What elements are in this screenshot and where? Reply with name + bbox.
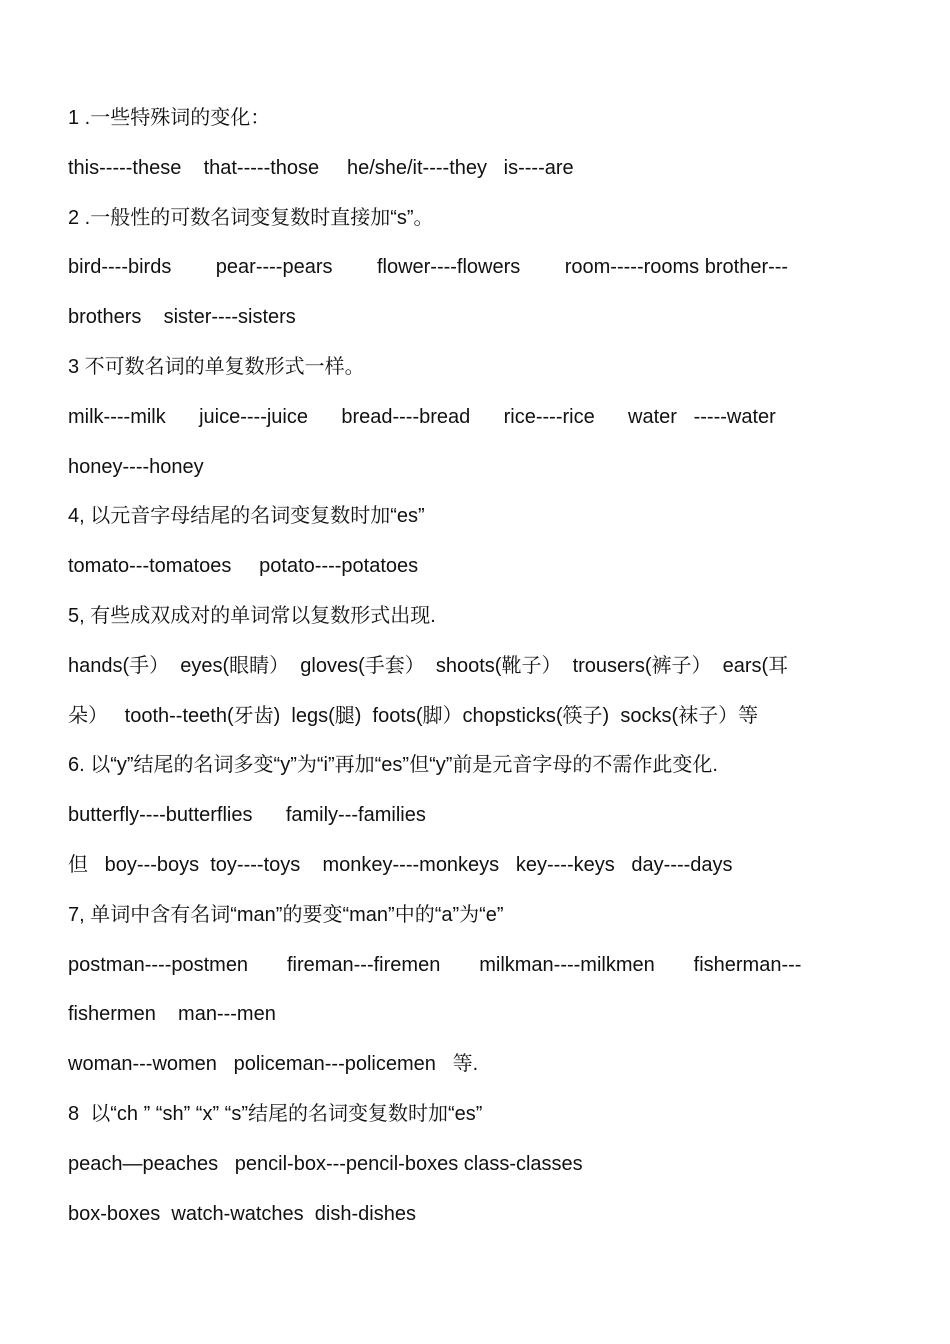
rule-3-examples-line-2: honey----honey [68, 455, 204, 478]
rule-8-examples-line-1: peach—peaches pencil-box---pencil-boxes class-classes [68, 1152, 583, 1175]
rule-4-examples: tomato---tomatoes potato----potatoes [68, 555, 419, 578]
rule-4-heading: 4, 以元音字母结尾的名词变复数时加“es” [68, 505, 425, 528]
rule-2-examples-line-1: bird----birds pear----pears flower----flowers room-----rooms brother--- [68, 256, 789, 279]
rule-5-heading: 5, 有些成双成对的单词常以复数形式出现. [68, 604, 436, 627]
rule-1-examples: this-----these that-----those he/she/it----they is----are [68, 156, 574, 179]
rule-8-examples-line-2: box-boxes watch-watches dish-dishes [68, 1202, 416, 1225]
rule-6-examples-line-2: 但 boy---boys toy----toys monkey----monkeys key----keys day----days [68, 853, 733, 876]
rule-6-examples-line-1: butterfly----butterflies family---families [68, 804, 426, 827]
rule-3-examples-line-1: milk----milk juice----juice bread----bread rice----rice water -----water [68, 405, 776, 428]
rule-7-examples-line-2: fishermen man---men [68, 1003, 276, 1026]
rule-7-examples-line-3: woman---women policeman---policemen 等. [68, 1053, 479, 1076]
rule-7-heading: 7, 单词中含有名词“man”的要变“man”中的“a”为“e” [68, 903, 504, 926]
rule-6-heading: 6. 以“y”结尾的名词多变“y”为“i”再加“es”但“y”前是元音字母的不需作此变化. [68, 754, 718, 777]
rule-2-heading: 2 .一般性的可数名词变复数时直接加“s”。 [68, 206, 434, 229]
rule-5-examples-line-2: 朵） tooth--teeth(牙齿) legs(腿) foots(脚）chopsticks(筷子) socks(袜子）等 [68, 704, 759, 727]
rule-8-heading: 8 以“ch ” “sh” “x” “s”结尾的名词变复数时加“es” [68, 1102, 483, 1125]
document-body [68, 94, 898, 1239]
rule-2-examples-line-2: brothers sister----sisters [68, 306, 296, 329]
rule-5-examples-line-1: hands(手） eyes(眼睛） gloves(手套） shoots(靴子） trousers(裤子） ears(耳 [68, 654, 789, 677]
rule-1-heading: 1 .一些特殊词的变化： [68, 107, 271, 129]
rule-7-examples-line-1: postman----postmen fireman---firemen milkman----milkmen fisherman--- [68, 953, 802, 976]
rule-3-heading: 3 不可数名词的单复数形式一样。 [68, 355, 365, 378]
